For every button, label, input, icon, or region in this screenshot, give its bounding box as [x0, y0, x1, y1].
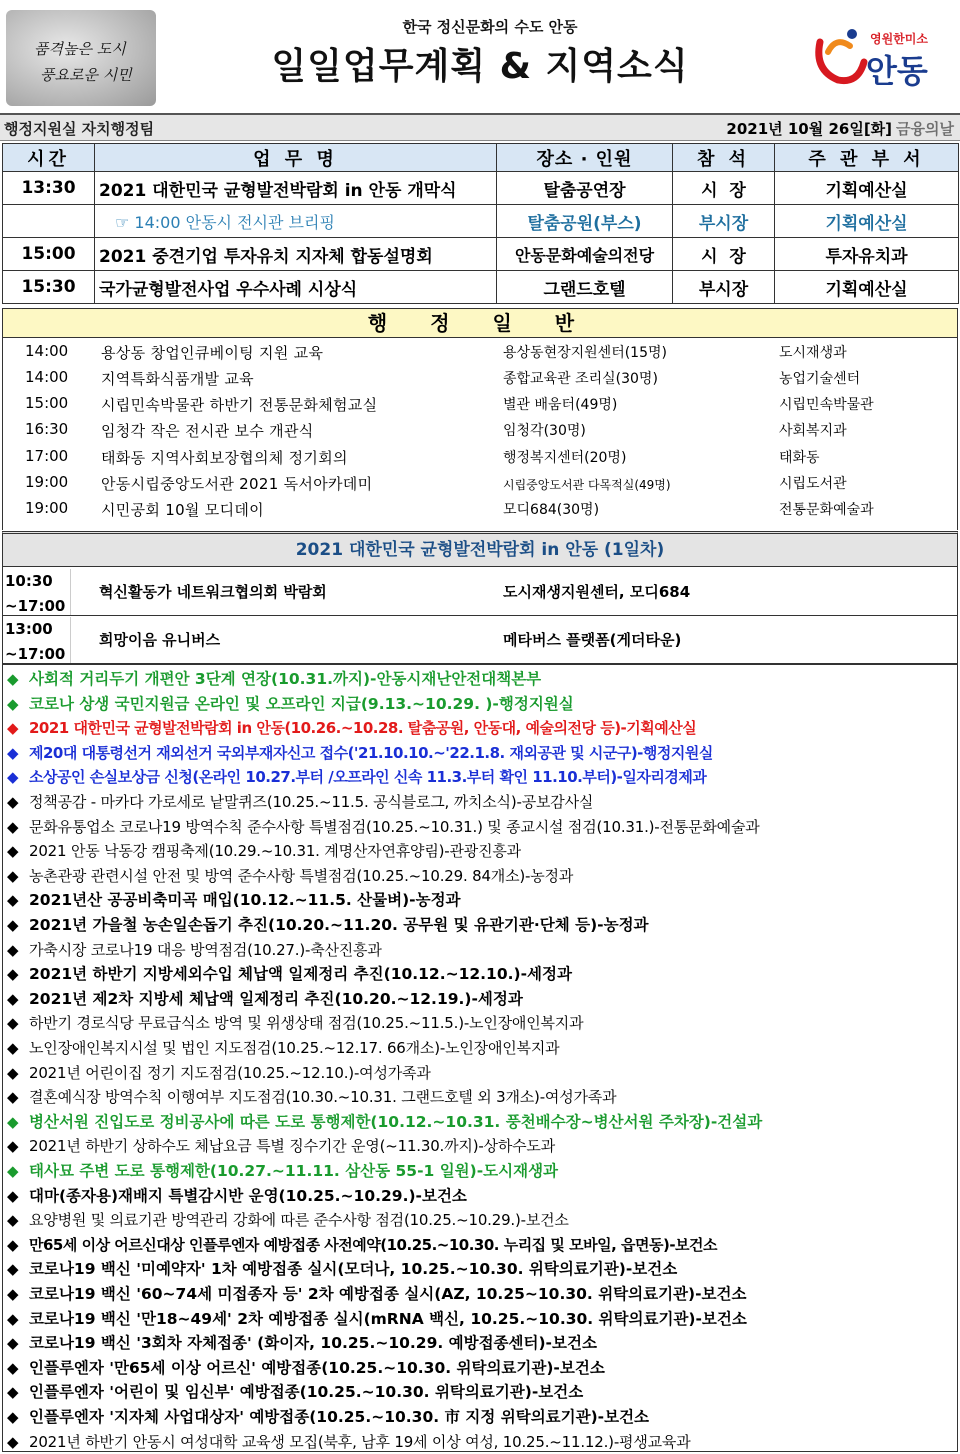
notice-text: 사회적 거리두기 개편안 3단계 연장(10.31.까지)-안동시재난안전대책본부: [29, 670, 542, 688]
diamond-bullet-icon: ◆: [7, 940, 19, 959]
notice-text: 정책공감 - 마카다 가로세로 낱말퀴즈(10.25.~11.5. 공식블로그, 까치소식)-공보감사실: [29, 793, 594, 811]
admin-title: 지역특화식품개발 교육: [101, 370, 254, 388]
notice-item: [7, 692, 574, 717]
diamond-bullet-icon: ◆: [7, 1260, 19, 1279]
list-item: [3, 391, 959, 417]
row-dept: 기획예산실: [775, 271, 959, 304]
expo-title: 혁신활동가 네트워크협의회 박람회: [99, 583, 327, 601]
diamond-bullet-icon: ◆: [7, 1088, 19, 1107]
notice-item: [7, 962, 572, 987]
admin-time: 14:00: [25, 368, 69, 386]
list-item: [3, 496, 959, 522]
diamond-bullet-icon: ◆: [7, 1383, 19, 1402]
notice-item: [7, 1331, 597, 1356]
diamond-bullet-icon: ◆: [7, 743, 19, 762]
row-attend: 시 장: [673, 172, 775, 205]
notice-text: 태사묘 주변 도로 통행제한(10.27.~11.11. 삼산동 55-1 일원)-도시재생과: [29, 1162, 559, 1180]
list-item: [3, 339, 959, 365]
notice-item: [7, 1282, 746, 1307]
notice-item: [7, 1430, 691, 1454]
notice-item: [7, 1011, 583, 1036]
notice-item: [7, 987, 523, 1012]
row-place: 안동문화예술의전당: [497, 238, 673, 271]
admin-time: 15:00: [25, 394, 69, 412]
notice-text: 요양병원 및 의료기관 방역관리 강화에 따른 준수사항 점검(10.25.~10.29.)-보건소: [29, 1211, 569, 1230]
notice-item: [7, 1257, 677, 1282]
notice-text: 2021년 가을철 농손일손돕기 추진(10.20.~11.20. 공무원 및 유관기관·단체 등)-농정과: [29, 916, 649, 934]
expo-place: 도시재생지원센터, 모디684: [503, 583, 691, 601]
admin-place: 별관 배움터(49명): [503, 397, 618, 413]
notice-text: 코로나19 백신 '미예약자' 1차 예방접종 실시(모더나, 10.25.~10.30. 위탁의료기관)-보건소: [29, 1260, 678, 1279]
notice-text: 인플루엔자 '어린이 및 임신부' 예방접종(10.25.~10.30. 위탁의료기관)-보건소: [29, 1383, 584, 1402]
notice-text: 2021년 하반기 지방세외수입 체납액 일제정리 추진(10.12.~12.10.)-세정과: [29, 965, 572, 984]
notice-item: [7, 1134, 555, 1159]
row-time: [3, 205, 95, 238]
diamond-bullet-icon: ◆: [7, 1014, 19, 1033]
notice-item: [7, 1380, 583, 1405]
notice-text: 가축시장 코로나19 대응 방역점검(10.27.)-축산진흥과: [29, 940, 382, 959]
notice-text: 코로나19 백신 '60~74세 미접종자 등' 2차 예방접종 실시(AZ, 10.25~10.30. 위탁의료기관)-보건소: [29, 1285, 747, 1303]
notice-text: 2021 안동 낙동강 캠핑축제(10.29.~10.31. 계명산자연휴양림)-관광진흥과: [29, 842, 521, 861]
table-row: [3, 205, 959, 238]
admin-list: [2, 338, 958, 530]
notice-text: 2021년 제2차 지방세 체납액 일제정리 추진(10.20.~12.19.)-세정과: [29, 989, 523, 1008]
notice-item: [7, 888, 461, 913]
list-item: [3, 444, 959, 470]
notice-text: 대마(종자용)재배지 특별감시반 운영(10.25.~10.29.)-보건소: [29, 1186, 467, 1205]
notice-item: [7, 815, 760, 840]
diamond-bullet-icon: ◆: [7, 1334, 19, 1353]
expo-time-to: ~17:00: [5, 645, 66, 663]
expo-time-from: 10:30: [5, 572, 53, 590]
expo-heading: 2021 대한민국 균형발전박람회 in 안동 (1일차): [2, 531, 958, 567]
notice-text: 2021년 하반기 상하수도 체납요금 특별 징수기간 운영(~11.30.까지)-상하수도과: [29, 1137, 556, 1156]
row-time: 15:00: [3, 238, 95, 271]
diamond-bullet-icon: ◆: [7, 1063, 19, 1082]
notice-item: [7, 1061, 431, 1086]
page-title: 일일업무계획 & 지역소식: [271, 46, 689, 87]
diamond-bullet-icon: ◆: [7, 916, 19, 934]
table-row: [3, 271, 959, 304]
notice-item: [7, 1356, 605, 1381]
logo-subtext: 영원한미소: [870, 32, 928, 46]
row-dept: 기획예산실: [775, 205, 959, 238]
row-title: ☞ 14:00 안동시 전시관 브리핑: [95, 205, 497, 238]
admin-time: 19:00: [25, 473, 69, 491]
notice-text: 소상공인 손실보상금 신청(온라인 10.27.부터 /오프라인 신속 11.3.부터 확인 11.10.부터)-일자리경제과: [29, 768, 707, 787]
column-header: 주 관 부 서: [775, 144, 959, 172]
slogan-line-2: 풍요로운 시민: [40, 66, 132, 84]
date-note: 금융의날: [896, 120, 954, 138]
diamond-bullet-icon: ◆: [7, 891, 19, 910]
row-place: 탈춤공원(부스): [497, 205, 673, 238]
diamond-bullet-icon: ◆: [7, 719, 19, 738]
notice-item: [7, 1233, 717, 1258]
notice-text: 만65세 이상 어르신대상 인플루엔자 예방접종 사전예약(10.25.~10.30. 누리집 및 모바일, 읍면동)-보건소: [29, 1235, 718, 1254]
admin-dept: 사회복지과: [779, 423, 847, 439]
diamond-bullet-icon: ◆: [7, 1408, 19, 1426]
notice-item: [7, 1085, 616, 1110]
notice-text: 농촌관광 관련시설 안전 및 방역 준수사항 특별점검(10.25.~10.29. 84개소)-농정과: [29, 866, 574, 885]
diamond-bullet-icon: ◆: [7, 1162, 19, 1180]
row-attend: 시 장: [673, 238, 775, 271]
admin-time: 17:00: [25, 447, 69, 465]
admin-title: 임청각 작은 전시관 보수 개관식: [101, 422, 314, 440]
admin-place: 종합교육관 조리실(30명): [503, 371, 658, 387]
row-time: 13:30: [3, 172, 95, 205]
notice-item: [7, 667, 541, 692]
table-header-row: [3, 144, 959, 172]
admin-title: 안동시립중앙도서관 2021 독서아카데미: [101, 475, 373, 493]
notice-item: [7, 864, 573, 889]
row-title: 2021 대한민국 균형발전박람회 in 안동 개막식: [95, 172, 497, 205]
admin-place: 시립중앙도서관 다목적실(49명): [503, 478, 671, 492]
expo-time-to: ~17:00: [5, 597, 66, 615]
diamond-bullet-icon: ◆: [7, 793, 19, 811]
notice-item: [7, 716, 696, 741]
diamond-bullet-icon: ◆: [7, 1309, 19, 1328]
notice-text: 하반기 경로식당 무료급식소 방역 및 위생상태 점검(10.25.~11.5.)-노인장애인복지과: [29, 1014, 584, 1033]
notice-item: [7, 1110, 762, 1135]
row-place: 그랜드호텔: [497, 271, 673, 304]
notice-text: 2021년 어린이집 정기 지도점검(10.25.~12.10.)-여성가족과: [29, 1063, 431, 1082]
notice-text: 문화유통업소 코로나19 방역수칙 준수사항 특별점검(10.25.~10.31.) 및 종교시설 점검(10.31.)-전통문화예술과: [29, 817, 760, 836]
notice-item: [7, 765, 706, 790]
notice-text: 코로나19 백신 '3회차 자체접종' (화이자, 10.25.~10.29. 예방접종센터)-보건소: [29, 1334, 597, 1353]
column-header: 시간: [3, 144, 95, 172]
notice-item: [7, 913, 649, 938]
diamond-bullet-icon: ◆: [7, 768, 19, 787]
notice-text: 2021 대한민국 균형발전박람회 in 안동(10.26.~10.28. 탈춤공원, 안동대, 예술의전당 등)-기획예산실: [29, 719, 697, 738]
notice-text: 노인장애인복지시설 및 법인 지도점검(10.25.~12.17. 66개소)-노인장애인복지과: [29, 1039, 560, 1057]
admin-title: 시민공회 10월 모디데이: [101, 501, 264, 519]
dept-date-bar: [0, 113, 960, 141]
diamond-bullet-icon: ◆: [7, 1211, 19, 1230]
admin-dept: 농업기술센터: [779, 371, 861, 387]
row-title: 2021 중견기업 투자유치 지자체 합동설명회: [95, 238, 497, 271]
admin-place: 행정복지센터(20명): [503, 450, 627, 466]
admin-title: 용상동 창업인큐베이팅 지원 교육: [101, 344, 324, 362]
admin-time: 16:30: [25, 420, 69, 438]
row-attend: 부시장: [673, 205, 775, 238]
admin-place: 임청각(30명): [503, 423, 586, 439]
notice-text: 결혼예식장 방역수칙 이행여부 지도점검(10.30.~10.31. 그랜드호텔 외 3개소)-여성가족과: [29, 1088, 617, 1107]
expo-title: 희망이음 유니버스: [99, 631, 221, 649]
notice-text: 인플루엔자 '지자체 사업대상자' 예방접종(10.25.~10.30. 市 지정 위탁의료기관)-보건소: [29, 1408, 650, 1426]
expo-time-from: 13:00: [5, 620, 53, 638]
logo-text: 안동: [866, 52, 928, 90]
list-item: [3, 417, 959, 443]
diamond-bullet-icon: ◆: [7, 866, 19, 885]
admin-dept: 태화동: [779, 450, 820, 466]
dept-name: 행정지원실 자치행정팀: [4, 120, 155, 138]
notice-item: [7, 1208, 569, 1233]
admin-place: 용상동현장지원센터(15명): [503, 345, 667, 361]
notice-item: [7, 1307, 747, 1332]
admin-place: 모디684(30명): [503, 502, 600, 518]
header-kicker: 한국 정신문화의 수도 안동: [402, 18, 578, 36]
admin-dept: 시립도서관: [779, 476, 847, 492]
column-header: 업 무 명: [95, 144, 497, 172]
page-header: [0, 0, 960, 112]
diamond-bullet-icon: ◆: [7, 694, 19, 713]
diamond-bullet-icon: ◆: [7, 1358, 19, 1377]
diamond-bullet-icon: ◆: [7, 989, 19, 1008]
row-title: 국가균형발전사업 우수사례 시상식: [95, 271, 497, 304]
notice-text: 코로나19 백신 '만18~49세' 2차 예방접종 실시(mRNA 백신, 10.25.~10.30. 위탁의료기관)-보건소: [29, 1309, 747, 1328]
admin-title: 시립민속박물관 하반기 전통문화체험교실: [101, 396, 378, 414]
row-dept: 기획예산실: [775, 172, 959, 205]
admin-title: 태화동 지역사회보장협의체 정기회의: [101, 449, 348, 467]
report-date: [726, 118, 954, 139]
notice-text: 인플루엔자 '만65세 이상 어르신' 예방접종(10.25.~10.30. 위탁의료기관)-보건소: [29, 1358, 605, 1377]
list-item: [3, 365, 959, 391]
slogan-badge: [6, 10, 156, 106]
notice-item: [7, 1405, 649, 1430]
slogan-line-1: 품격높은 도시: [34, 40, 126, 58]
diamond-bullet-icon: ◆: [7, 1432, 19, 1451]
admin-dept: 도시재생과: [779, 345, 847, 361]
table-row: [3, 238, 959, 271]
diamond-bullet-icon: ◆: [7, 1039, 19, 1057]
row-time: 15:30: [3, 271, 95, 304]
row-dept: 투자유치과: [775, 238, 959, 271]
table-row: [3, 172, 959, 205]
column-header: 참 석: [673, 144, 775, 172]
list-item: [3, 470, 959, 496]
diamond-bullet-icon: ◆: [7, 1186, 19, 1205]
admin-heading: 행 정 일 반: [2, 308, 958, 338]
schedule-table: [2, 143, 959, 304]
admin-dept: 전통문화예술과: [779, 502, 874, 518]
notice-item: [7, 1036, 559, 1061]
expo-row: [2, 615, 958, 664]
notice-item: [7, 741, 713, 766]
notice-text: 병산서원 진입도로 정비공사에 따른 도로 통행제한(10.12.~10.31. 풍천배수장~병산서원 주차장)-건설과: [29, 1112, 763, 1131]
notice-item: [7, 1184, 467, 1209]
expo-row: [2, 567, 958, 616]
diamond-bullet-icon: ◆: [7, 1235, 19, 1254]
diamond-bullet-icon: ◆: [7, 965, 19, 984]
notice-text: 2021년산 공공비축미곡 매입(10.12.~11.5. 산물벼)-농정과: [29, 891, 461, 910]
diamond-bullet-icon: ◆: [7, 670, 19, 688]
expo-time: [5, 569, 71, 615]
row-place: 탈춤공연장: [497, 172, 673, 205]
diamond-bullet-icon: ◆: [7, 817, 19, 836]
diamond-bullet-icon: ◆: [7, 1285, 19, 1303]
diamond-bullet-icon: ◆: [7, 1112, 19, 1131]
expo-time: [5, 617, 71, 663]
admin-time: 14:00: [25, 342, 69, 360]
notice-text: 2021년 하반기 안동시 여성대학 교육생 모집(북후, 남후 19세 이상 여성, 10.25.~11.12.)-평생교육과: [29, 1432, 691, 1451]
notice-item: [7, 938, 382, 963]
diamond-bullet-icon: ◆: [7, 1137, 19, 1156]
date-text: 2021년 10월 26일[화]: [726, 120, 893, 138]
expo-place: 메타버스 플랫폼(게더타운): [503, 631, 682, 649]
notice-item: [7, 790, 593, 815]
diamond-bullet-icon: ◆: [7, 842, 19, 861]
notice-list: [2, 663, 958, 1452]
notice-text: 코로나 상생 국민지원금 온라인 및 오프라인 지급(9.13.~10.29. )-행정지원실: [29, 694, 574, 713]
notice-item: [7, 839, 521, 864]
admin-time: 19:00: [25, 499, 69, 517]
notice-text: 제20대 대통령선거 재외선거 국외부재자신고 접수('21.10.10.~'22.1.8. 재외공관 및 시군구)-행정지원실: [29, 743, 713, 762]
notice-item: [7, 1159, 558, 1184]
admin-dept: 시립민속박물관: [779, 397, 874, 413]
row-attend: 부시장: [673, 271, 775, 304]
column-header: 장소 · 인원: [497, 144, 673, 172]
